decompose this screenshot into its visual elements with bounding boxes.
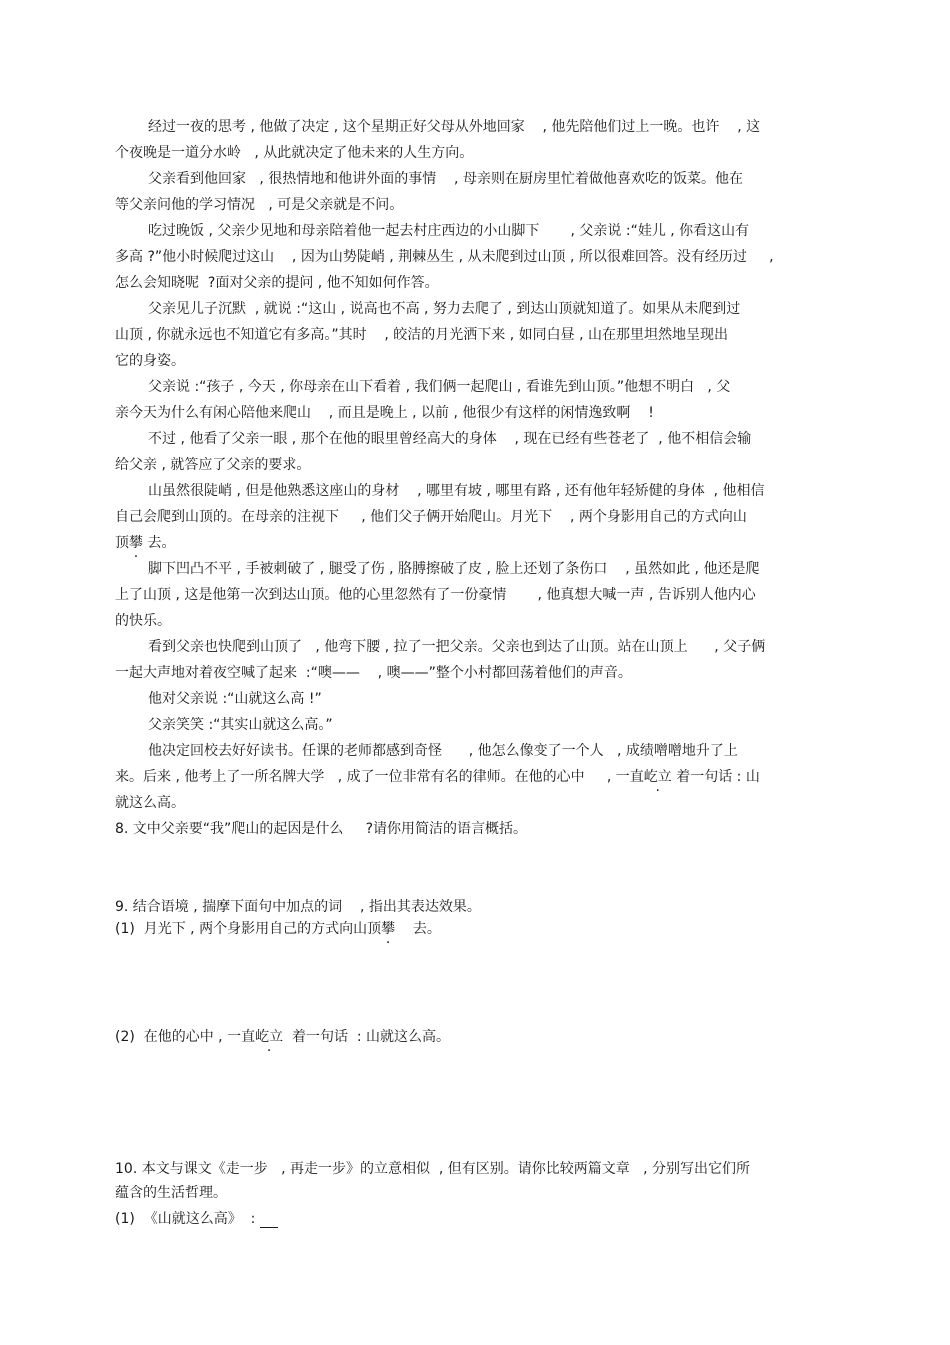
passage-text: 去。 bbox=[143, 535, 176, 551]
question-9-2 bbox=[115, 1028, 450, 1046]
question-text: 着一句话 : 山就这么高。 bbox=[283, 1029, 451, 1045]
question-10: 10. 本文与课文《走一步 , 再走一步》的立意相似 , 但有区别。请你比较两篇文章 , 分别写出它们所 bbox=[115, 1161, 751, 1177]
question-text: (1) 《山就这么高》 : bbox=[115, 1211, 256, 1227]
passage-line: 经过一夜的思考 , 他做了决定 , 这个星期正好父母从外地回家 , 他先陪他们过上一晚。也许 , 这 bbox=[148, 119, 761, 135]
question-10-1 bbox=[115, 1210, 278, 1228]
emphasis-word-pan: 攀 bbox=[381, 921, 396, 937]
passage-line: 它的身姿。 bbox=[115, 353, 185, 369]
question-text: 去。 bbox=[395, 921, 441, 937]
question-9: 9. 结合语境 , 揣摩下面句中加点的词 , 指出其表达效果。 bbox=[115, 899, 481, 915]
passage-line: 父亲看到他回家 , 很热情地和他讲外面的事情 , 母亲则在厨房里忙着做他喜欢吃的饭菜。他在 bbox=[148, 171, 743, 187]
passage-line: 给父亲 , 就答应了父亲的要求。 bbox=[115, 457, 311, 473]
emphasis-word-yili: 屹立 bbox=[255, 1029, 284, 1045]
passage-line bbox=[115, 534, 175, 552]
passage-line: 一起大声地对着夜空喊了起来 :“噢—— , 噢——”整个小村都回荡着他们的声音。 bbox=[115, 665, 632, 681]
passage-line: 的快乐。 bbox=[115, 613, 171, 629]
passage-text: 顶 bbox=[115, 535, 129, 551]
passage-line: 脚下凹凸不平 , 手被刺破了 , 腿受了伤 , 胳膊擦破了皮 , 脸上还划了条伤口 , 虽然如此 , 他还是爬 bbox=[148, 561, 760, 577]
passage-line: 山虽然很陡峭 , 但是他熟悉这座山的身材 , 哪里有坡 , 哪里有路 , 还有他年轻矫健的身体 , 他相信 bbox=[148, 483, 765, 499]
question-10-cont: 蕴含的生活哲理。 bbox=[115, 1185, 227, 1201]
answer-blank[interactable] bbox=[260, 1213, 278, 1228]
question-text: (1) 月光下 , 两个身影用自己的方式向山顶 bbox=[115, 921, 382, 937]
passage-line: 父亲说 :“孩子 , 今天 , 你母亲在山下看着 , 我们俩一起爬山 , 看谁先到山顶。”他想不明白 , 父 bbox=[148, 379, 731, 395]
passage-line: 吃过晚饭 , 父亲少见地和母亲陪着他一起去村庄西边的小山脚下 , 父亲说 :“娃儿 , 你看这山有 bbox=[148, 223, 750, 239]
passage-line: 亲今天为什么有闲心陪他来爬山 , 而且是晚上 , 以前 , 他很少有这样的闲情逸致啊 ! bbox=[115, 405, 654, 421]
passage-text: 来。后来 , 他考上了一所名牌大学 , 成了一位非常有名的律师。在他的心中 , 一直 bbox=[115, 769, 644, 785]
passage-text: 着一句话 : 山 bbox=[671, 769, 760, 785]
passage-line: 多高 ?”他小时候爬过这山 , 因为山势陡峭 , 荆棘丛生 , 从未爬到过山顶 , 所以很难回答。没有经历过 , bbox=[115, 249, 774, 265]
passage-line: 上了山顶 , 这是他第一次到达山顶。他的心里忽然有了一份豪情 , 他真想大喊一声 , 告诉别人他内心 bbox=[115, 587, 756, 603]
question-text: (2) 在他的心中 , 一直 bbox=[115, 1029, 256, 1045]
passage-line bbox=[115, 768, 760, 786]
passage-line: 父亲笑笑 :“其实山就这么高。” bbox=[148, 717, 333, 733]
emphasis-word-yili: 屹立 bbox=[643, 769, 672, 785]
passage-line: 他决定回校去好好读书。任课的老师都感到奇怪 , 他怎么像变了一个人 , 成绩噌噌地升了上 bbox=[148, 743, 738, 759]
passage-line: 山顶 , 你就永远也不知道它有多高。”其时 , 皎洁的月光洒下来 , 如同白昼 , 山在那里坦然地呈现出 bbox=[115, 327, 729, 343]
passage-line: 不过 , 他看了父亲一眼 , 那个在他的眼里曾经高大的身体 , 现在已经有些苍老了 , 他不相信会输 bbox=[148, 431, 752, 447]
passage-line: 等父亲问他的学习情况 , 可是父亲就是不问。 bbox=[115, 197, 404, 213]
question-8: 8. 文中父亲要“我”爬山的起因是什么 ?请你用简洁的语言概括。 bbox=[115, 821, 527, 837]
passage-line: 就这么高。 bbox=[115, 795, 185, 811]
passage-line: 看到父亲也快爬到山顶了 , 他弯下腰 , 拉了一把父亲。父亲也到达了山顶。站在山顶上 , 父子俩 bbox=[148, 639, 766, 655]
passage-line: 父亲见儿子沉默 , 就说 :“这山 , 说高也不高 , 努力去爬了 , 到达山顶就知道了。如果从未爬到过 bbox=[148, 301, 741, 317]
emphasis-word-pan: 攀 bbox=[129, 535, 143, 551]
passage-line: 怎么会知晓呢 ?面对父亲的提问 , 他不知如何作答。 bbox=[115, 275, 439, 291]
passage-line: 个夜晚是一道分水岭 , 从此就决定了他未来的人生方向。 bbox=[115, 145, 474, 161]
question-9-1 bbox=[115, 920, 441, 938]
passage-line: 自己会爬到山顶的。在母亲的注视下 , 他们父子俩开始爬山。月光下 , 两个身影用自己的方式向山 bbox=[115, 509, 747, 525]
passage-line: 他对父亲说 :“山就这么高 !” bbox=[148, 691, 322, 707]
